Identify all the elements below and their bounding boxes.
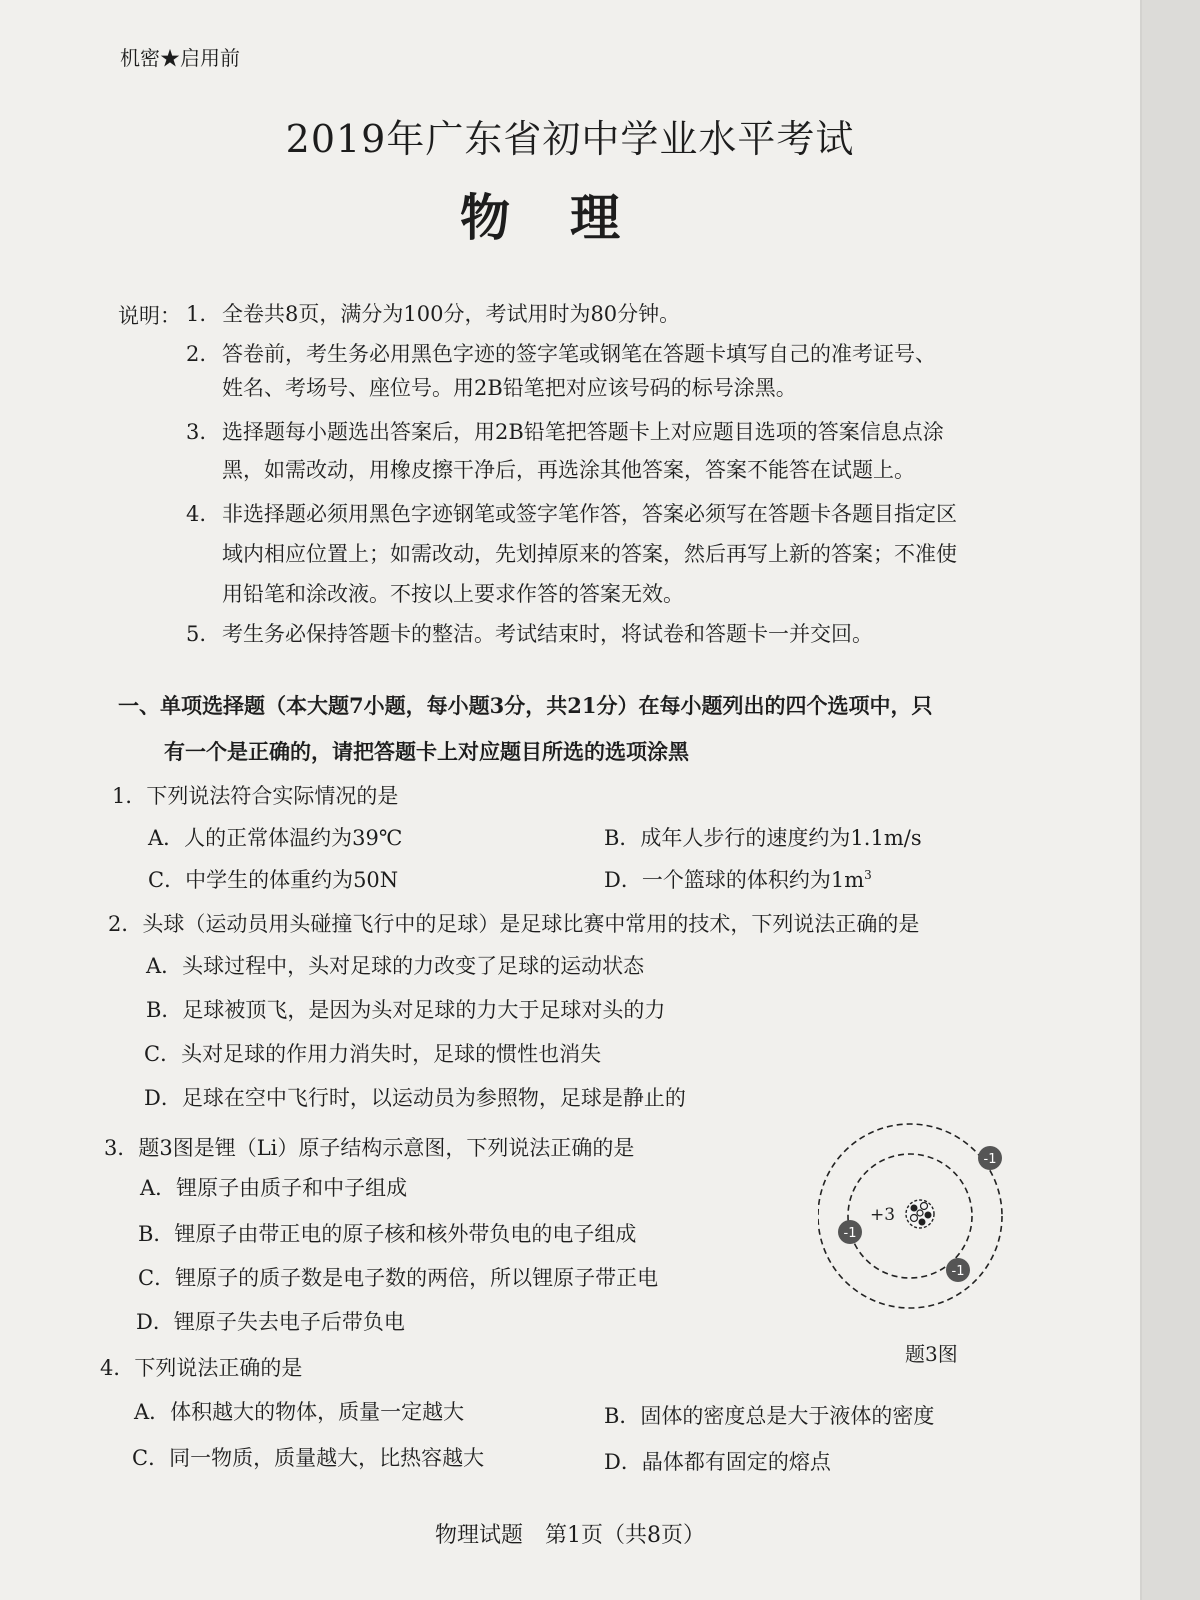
question-3-stem: 3．题3图是锂（Li）原子结构示意图，下列说法正确的是 [104, 1136, 635, 1160]
electron [946, 1258, 970, 1282]
question-4-option-b: B．固体的密度总是大于液体的密度 [604, 1404, 935, 1428]
question-1-option-c: C．中学生的体重约为50N [148, 868, 399, 892]
question-2-option-b: B．足球被顶飞，是因为头对足球的力大于足球对头的力 [146, 998, 666, 1022]
section-heading: 一、单项选择题（本大题7小题，每小题3分，共21分）在每小题列出的四个选项中，只 [118, 693, 933, 718]
instruction-number: 5. [186, 622, 207, 646]
question-2-option-c: C．头对足球的作用力消失时，足球的惯性也消失 [144, 1042, 602, 1066]
instruction-item [186, 614, 873, 654]
instruction-number: 3. [186, 420, 207, 444]
instruction-item [186, 294, 680, 334]
question-2-stem: 2．头球（运动员用头碰撞飞行中的足球）是足球比赛中常用的技术，下列说法正确的是 [108, 912, 920, 936]
instruction-text: 域内相应位置上；如需改动，先划掉原来的答案，然后再写上新的答案；不准使 [222, 542, 957, 566]
instruction-text: 考生务必保持答题卡的整洁。考试结束时，将试卷和答题卡一并交回。 [222, 622, 873, 646]
confidential-label: 机密★启用前 [120, 46, 240, 70]
question-4-option-a: A．体积越大的物体，质量一定越大 [134, 1400, 465, 1424]
page-footer: 物理试题 第1页（共8页） [435, 1523, 705, 1548]
instruction-text: 选择题每小题选出答案后，用2B铅笔把答题卡上对应题目选项的答案信息点涂 [222, 420, 944, 444]
electron-charge-label: -1 [951, 1264, 965, 1279]
question-2-option-a: A．头球过程中，头对足球的力改变了足球的运动状态 [146, 954, 645, 978]
instruction-text: 全卷共8页，满分为100分，考试用时为80分钟。 [222, 302, 681, 326]
question-3-option-a: A．锂原子由质子和中子组成 [140, 1176, 408, 1200]
instruction-number: 1. [186, 302, 207, 326]
instruction-item [186, 494, 957, 534]
instruction-number: 4. [186, 502, 207, 526]
electron [978, 1146, 1002, 1170]
section-heading-cont: 有一个是正确的，请把答题卡上对应题目所选的选项涂黑 [164, 739, 689, 764]
question-3-option-c: C．锂原子的质子数是电子数的两倍，所以锂原子带正电 [138, 1266, 659, 1290]
instruction-text: 用铅笔和涂改液。不按以上要求作答的答案无效。 [222, 582, 684, 606]
instruction-text: 黑，如需改动，用橡皮擦干净后，再选涂其他答案，答案不能答在试题上。 [222, 458, 915, 482]
instruction-text: 姓名、考场号、座位号。用2B铅笔把对应该号码的标号涂黑。 [222, 376, 797, 400]
figure-3-caption: 题3图 [905, 1342, 958, 1366]
instructions-label: 说明： [118, 304, 181, 328]
electron [838, 1220, 862, 1244]
question-2-option-d: D．足球在空中飞行时，以运动员为参照物，足球是静止的 [144, 1086, 686, 1110]
question-4-stem: 4．下列说法正确的是 [100, 1356, 303, 1380]
question-3-option-b: B．锂原子由带正电的原子核和核外带负电的电子组成 [138, 1222, 637, 1246]
question-4-option-d: D．晶体都有固定的熔点 [604, 1450, 831, 1474]
instruction-item [186, 412, 944, 452]
nucleus [906, 1200, 934, 1228]
electron-charge-label: -1 [983, 1152, 997, 1167]
question-1-option-b: B．成年人步行的速度约为1.1m/s [604, 826, 922, 850]
question-1-stem: 1．下列说法符合实际情况的是 [112, 784, 399, 808]
subject-title: 物理 [460, 188, 680, 247]
option-d-superscript: 3 [864, 868, 872, 882]
question-3-option-d: D．锂原子失去电子后带负电 [136, 1310, 405, 1334]
question-1-option-d [604, 864, 872, 894]
electron-charge-label: -1 [843, 1226, 857, 1241]
page-edge-shadow [1142, 0, 1200, 1600]
instruction-number: 2. [186, 342, 207, 366]
instruction-text: 答卷前，考生务必用黑色字迹的签字笔或钢笔在答题卡填写自己的准考证号、 [222, 342, 936, 366]
instruction-text: 非选择题必须用黑色字迹钢笔或签字笔作答，答案必须写在答题卡各题目指定区 [222, 502, 957, 526]
lithium-atom-diagram [818, 1118, 1038, 1318]
question-4-option-c: C．同一物质，质量越大，比热容越大 [132, 1446, 485, 1470]
question-1-option-a: A．人的正常体温约为39℃ [148, 826, 403, 850]
exam-title: 2019年广东省初中学业水平考试 [285, 117, 855, 161]
nucleus-charge-label: +3 [870, 1205, 896, 1225]
option-d-text: D．一个篮球的体积约为1m [604, 868, 865, 892]
